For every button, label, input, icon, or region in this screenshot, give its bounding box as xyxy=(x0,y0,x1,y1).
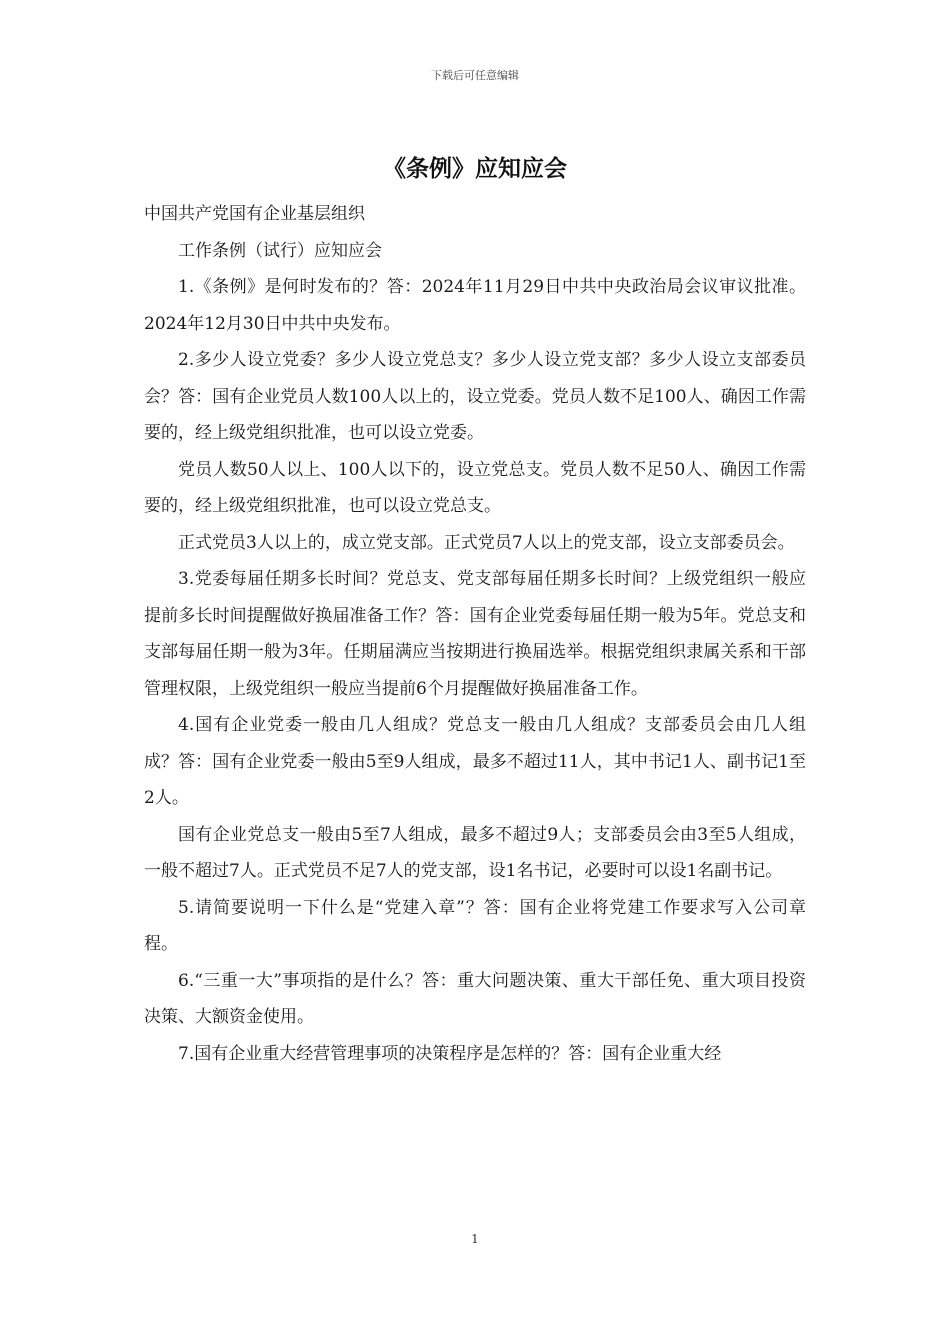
page-header-note: 下载后可任意编辑 xyxy=(431,69,519,82)
paragraph-q1: 1.《条例》是何时发布的？答：2024年11月29日中共中央政治局会议审议批准。2024年12月30日中共中央发布。 xyxy=(144,277,806,334)
paragraph-q3: 3.党委每届任期多长时间？党总支、党支部每届任期多长时间？上级党组织一般应提前多长时间提醒做好换届准备工作？答：国有企业党委每届任期一般为5年。党总支和支部每届任期一般为3年。任期届满应当按期进行换届选举。根据党组织隶属关系和干部管理权限，上级党组织一般应当提前6个月提醒做好换届准备工作。 xyxy=(144,569,806,699)
paragraph-subtitle-line2: 工作条例（试行）应知应会 xyxy=(178,240,382,261)
paragraph-q4: 4.国有企业党委一般由几人组成？党总支一般由几人组成？支部委员会由几人组成？答：国有企业党委一般由5至9人组成，最多不超过11人，其中书记1人、副书记1至2人。 xyxy=(144,715,806,808)
document-title: 《条例》应知应会 xyxy=(383,156,567,182)
paragraph-q5: 5.请简要说明一下什么是“党建入章”？答：国有企业将党建工作要求写入公司章程。 xyxy=(144,897,806,954)
document-body xyxy=(144,196,806,1072)
paragraph-subtitle-line1: 中国共产党国有企业基层组织 xyxy=(144,204,365,224)
paragraph-q2: 2.多少人设立党委？多少人设立党总支？多少人设立党支部？多少人设立支部委员会？答：国有企业党员人数100人以上的，设立党委。党员人数不足100人、确因工作需要的，经上级党组织批准，也可以设立党委。 xyxy=(144,350,806,443)
paragraph-q2-cont2: 正式党员3人以上的，成立党支部。正式党员7人以上的党支部，设立支部委员会。 xyxy=(178,532,795,553)
paragraph-q4-cont: 国有企业党总支一般由5至7人组成，最多不超过9人；支部委员会由3至5人组成，一般不超过7人。正式党员不足7人的党支部，设1名书记，必要时可以设1名副书记。 xyxy=(144,824,806,881)
paragraph-q6: 6.“三重一大”事项指的是什么？答：重大问题决策、重大干部任免、重大项目投资决策、大额资金使用。 xyxy=(144,970,806,1027)
paragraph-q2-cont1: 党员人数50人以上、100人以下的，设立党总支。党员人数不足50人、确因工作需要的，经上级党组织批准，也可以设立党总支。 xyxy=(144,459,806,516)
paragraph-q7: 7.国有企业重大经营管理事项的决策程序是怎样的？答：国有企业重大经 xyxy=(178,1043,722,1064)
page-number: 1 xyxy=(471,1232,479,1246)
